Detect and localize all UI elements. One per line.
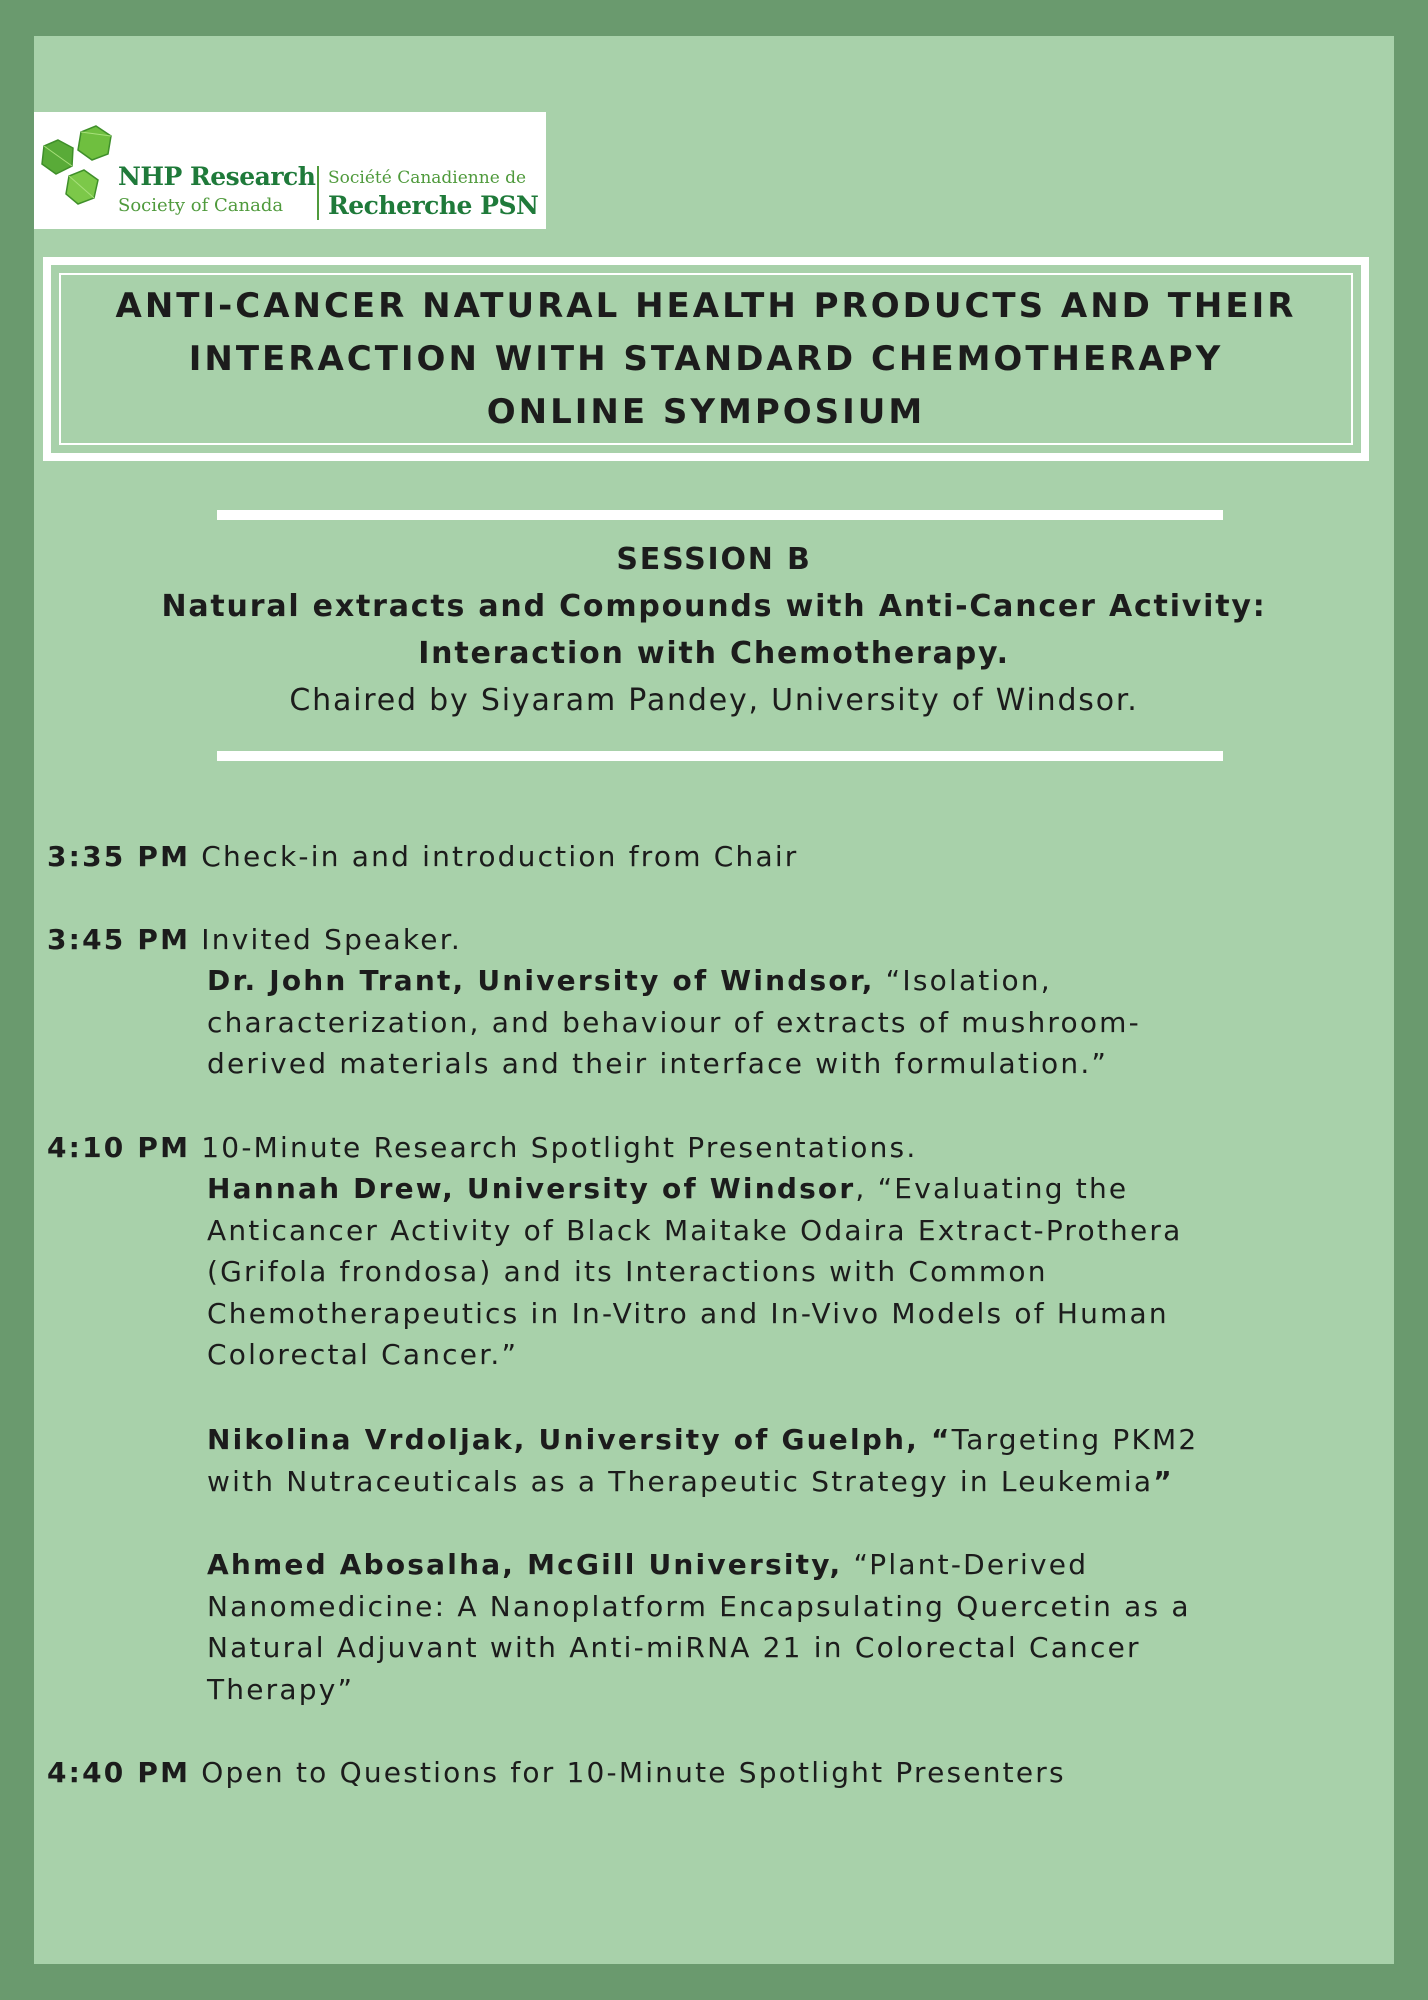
- agenda-text: 10-Minute Research Spotlight Presentations.: [201, 1131, 918, 1164]
- agenda-item: [47, 1127, 917, 1169]
- agenda-item: [47, 836, 799, 878]
- talk-title-line: Anticancer Activity of Black Maitake Odaira Extract-Prothera: [207, 1213, 1183, 1247]
- agenda-time: 3:35 PM: [47, 840, 191, 873]
- green-hexagon-cluster-icon: [36, 118, 116, 222]
- title-line-2: INTERACTION WITH STANDARD CHEMOTHERAPY: [188, 338, 1224, 379]
- logo-french-subname: Recherche PSN: [328, 191, 539, 220]
- talk-title-line: , “Evaluating the: [855, 1172, 1129, 1205]
- agenda-text: Check-in and introduction from Chair: [201, 840, 799, 873]
- invited-speaker-entry: [207, 960, 1141, 1085]
- talk-title-line: “Plant-Derived: [842, 1548, 1089, 1581]
- session-label: SESSION B: [616, 542, 812, 577]
- session-heading: [34, 536, 1394, 724]
- title-line-3: ONLINE SYMPOSIUM: [486, 391, 926, 432]
- talk-title-line: derived materials and their interface with formulation.”: [207, 1047, 1109, 1081]
- session-chair: Chaired by Siyaram Pandey, University of Windsor.: [289, 683, 1139, 718]
- title-line-1: ANTI-CANCER NATURAL HEALTH PRODUCTS AND THEIR: [115, 285, 1297, 326]
- logo-english-subname: Society of Canada: [118, 195, 284, 216]
- talk-title-line: “Isolation,: [874, 964, 1052, 997]
- talk-title-line: Therapy”: [207, 1672, 355, 1706]
- speaker-name: Ahmed Abosalha, McGill University,: [207, 1548, 843, 1581]
- talk-title-line: Chemotherapeutics in In-Vitro and In-Vivo Models of Human: [207, 1296, 1169, 1330]
- agenda-time: 4:40 PM: [47, 1756, 191, 1789]
- talk-title-line: Targeting PKM2: [951, 1423, 1199, 1456]
- session-name-line-1: Natural extracts and Compounds with Anti-Cancer Activity:: [161, 589, 1267, 624]
- logo-english-name: NHP Research: [118, 162, 316, 191]
- logo-divider: [317, 166, 319, 220]
- speaker-name: Hannah Drew, University of Windsor: [207, 1172, 856, 1205]
- spotlight-entry: [207, 1168, 1182, 1376]
- spotlight-entry: [207, 1544, 1191, 1710]
- talk-title-line: (Grifola frondosa) and its Interactions with Common: [207, 1255, 1048, 1289]
- speaker-name: Nikolina Vrdoljak, University of Guelph, “: [207, 1423, 952, 1456]
- session-name-line-2: Interaction with Chemotherapy.: [418, 636, 1010, 671]
- agenda-time: 3:45 PM: [47, 923, 191, 956]
- talk-title-line: Colorectal Cancer.”: [207, 1338, 519, 1372]
- agenda-text: Open to Questions for 10-Minute Spotlight Presenters: [201, 1756, 1066, 1789]
- spotlight-entry: [207, 1419, 1198, 1502]
- talk-title-line: Natural Adjuvant with Anti-miRNA 21 in Colorectal Cancer: [207, 1631, 1141, 1665]
- agenda-text: Invited Speaker.: [201, 923, 462, 956]
- title-box: [43, 257, 1369, 461]
- talk-title-line: with Nutraceuticals as a Therapeutic Strategy in Leukemia: [207, 1464, 1154, 1498]
- poster-panel: [34, 36, 1394, 1964]
- agenda-item: [47, 1752, 1066, 1794]
- agenda-time: 4:10 PM: [47, 1131, 191, 1164]
- speaker-name: Dr. John Trant, University of Windsor,: [207, 964, 875, 997]
- talk-title-line: characterization, and behaviour of extracts of mushroom-: [207, 1005, 1141, 1039]
- divider-top: [217, 510, 1223, 520]
- logo: [34, 112, 546, 229]
- talk-title-line: Nanomedicine: A Nanoplatform Encapsulating Quercetin as a: [207, 1589, 1191, 1623]
- agenda-item: [47, 919, 462, 961]
- divider-bottom: [217, 751, 1223, 761]
- closing-quote: ”: [1153, 1464, 1174, 1498]
- logo-french-name: Société Canadienne de: [328, 168, 527, 188]
